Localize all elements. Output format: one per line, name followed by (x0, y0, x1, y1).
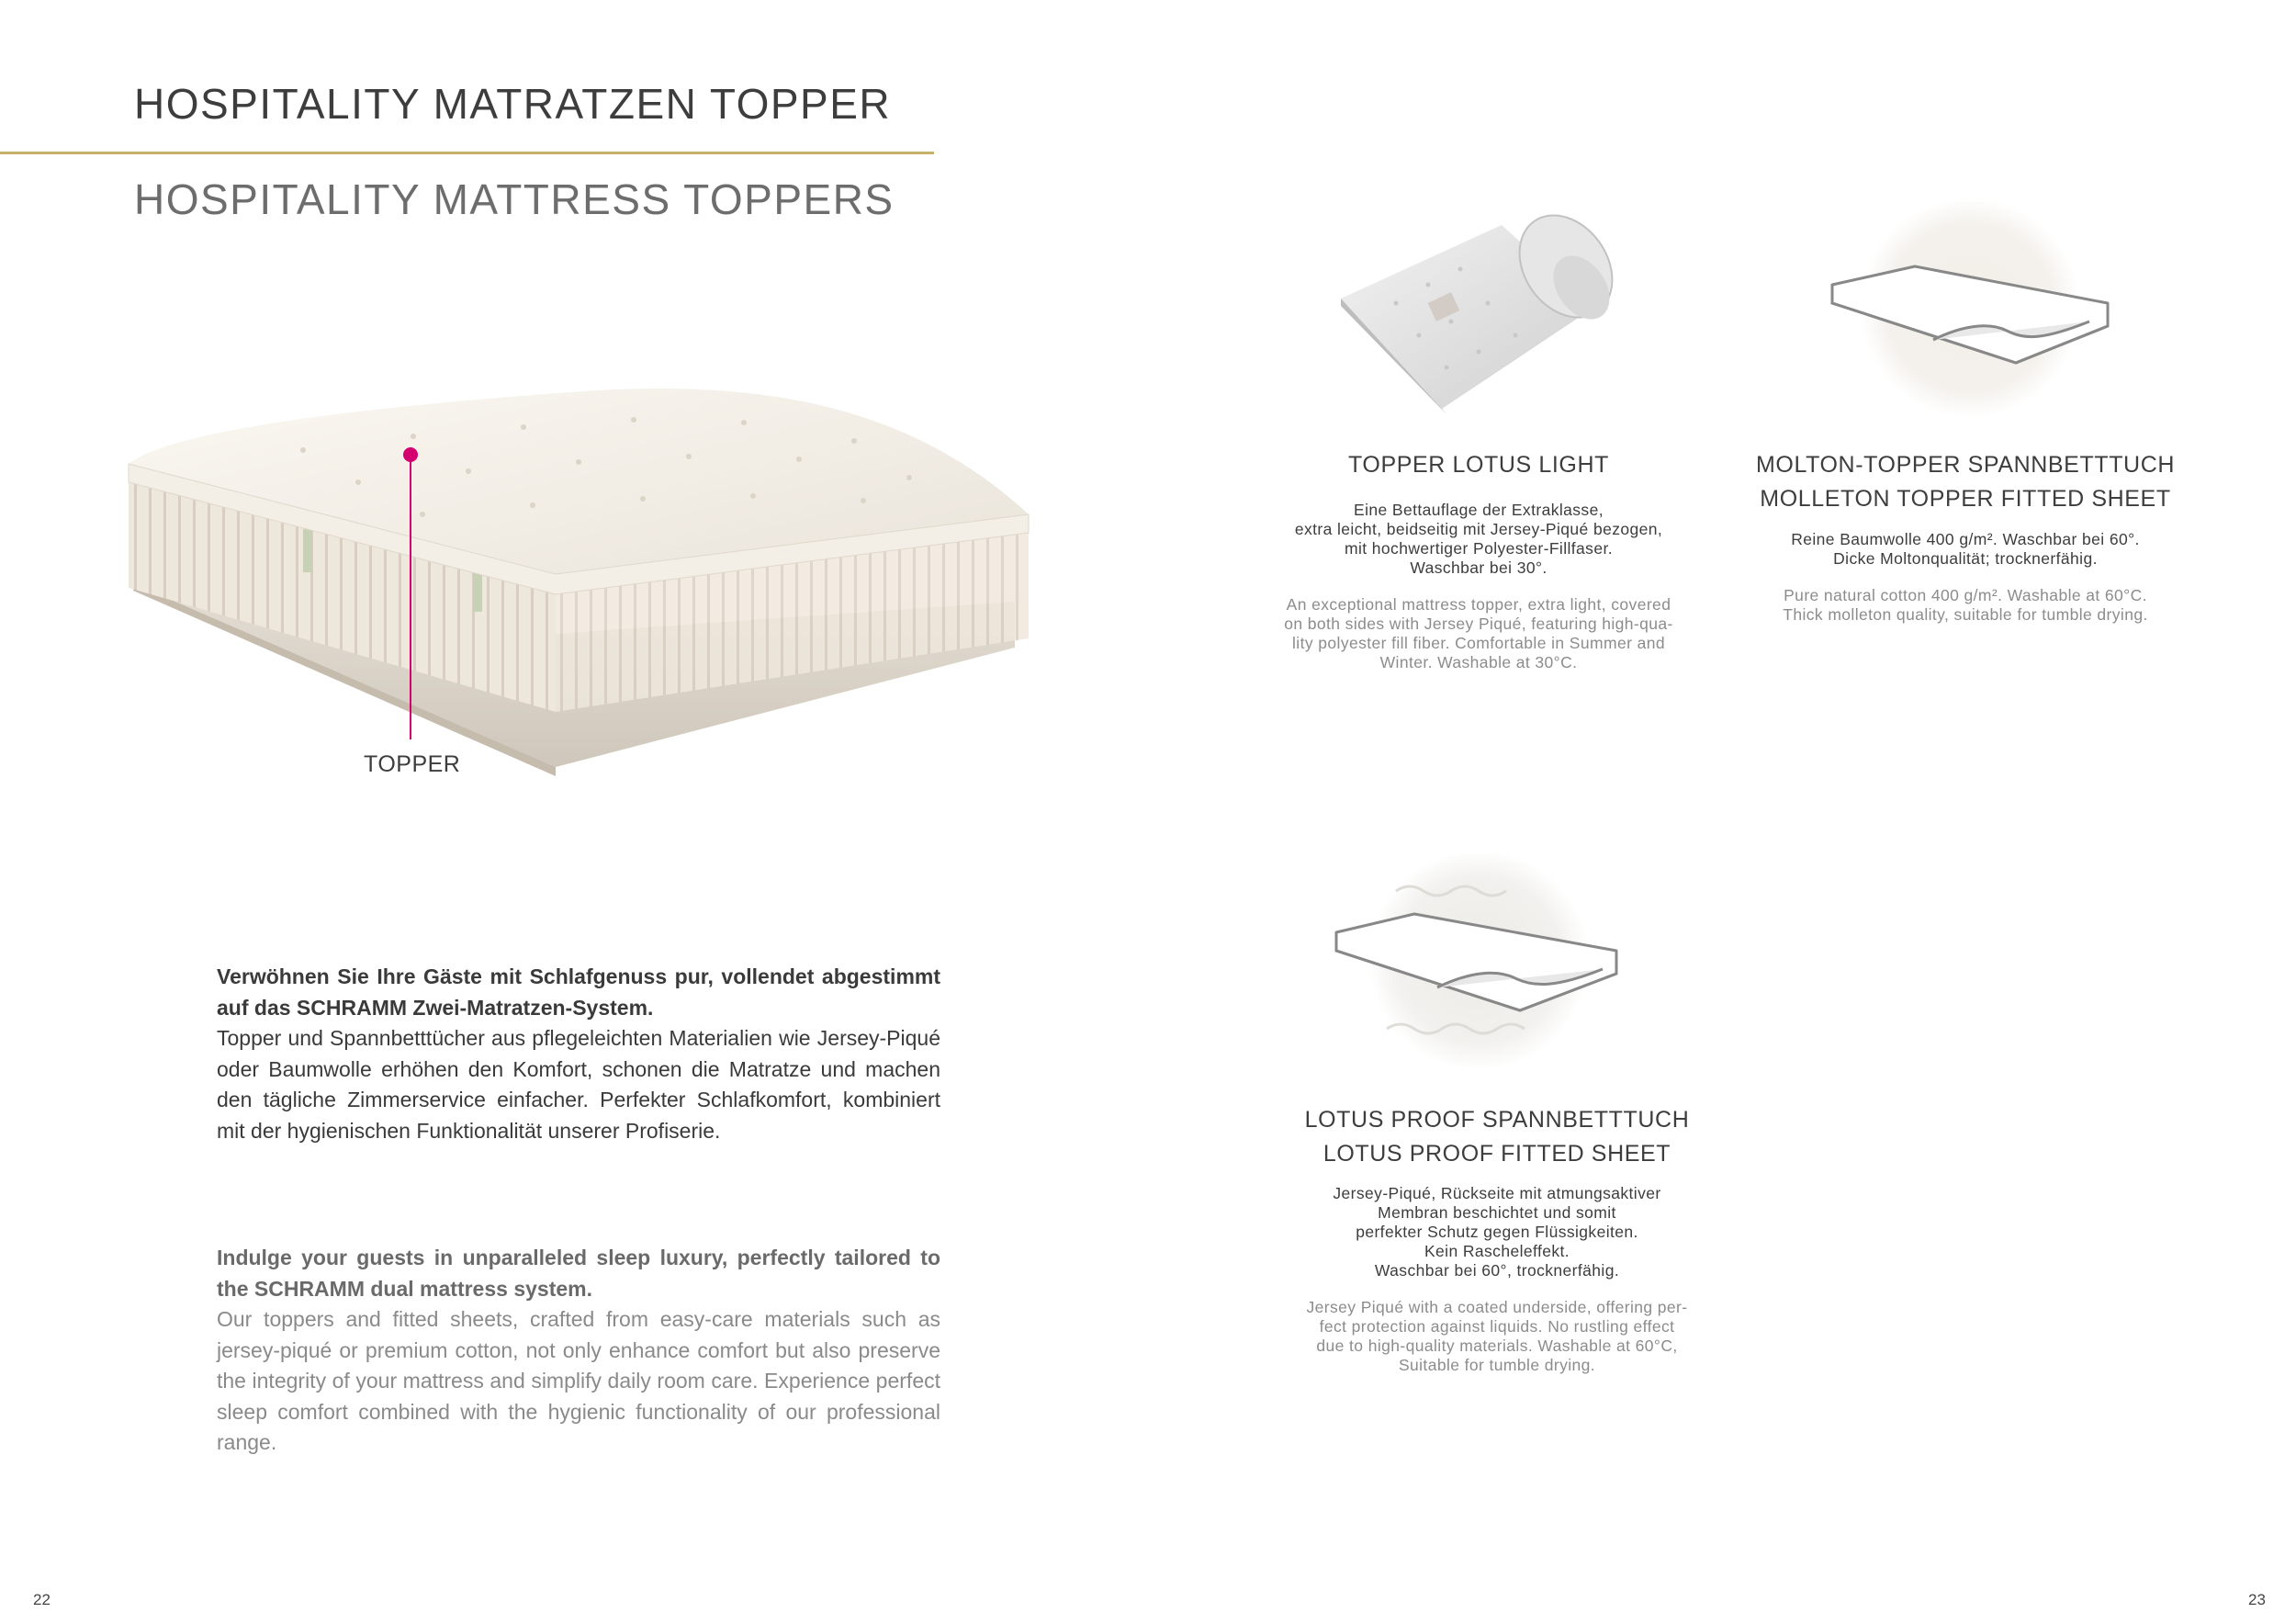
desc-line: An exceptional mattress topper, extra light, covered (1286, 595, 1671, 614)
desc-line: Eine Bettauflage der Extraklasse, (1354, 501, 1604, 519)
intro-english-lead: Indulge your guests in unparalleled sleep luxury, perfectly tailored to the SCHRAMM dual mattress system. (217, 1246, 940, 1301)
title-divider (0, 152, 934, 154)
desc-line: mit hochwertiger Polyester-Fillfaser. (1345, 539, 1613, 558)
product-description-german (1708, 530, 2223, 569)
desc-line: Pure natural cotton 400 g/m². Washable at 60°C. (1784, 586, 2147, 604)
intro-german-text: Topper und Spannbetttücher aus pflegeleichten Materialien wie Jersey-Piqué oder Baumwolle erhöhen den Komfort, schonen die Matratze und machen den tägliche Zimmerservice einfacher. Perfekter Schlafkomfort, kombiniert mit der hygienischen Funktionalität unserer Profiserie. (217, 1026, 940, 1143)
intro-english (217, 1243, 940, 1459)
product-lotus-proof (1212, 1103, 1782, 1375)
desc-line: Waschbar bei 30°. (1410, 558, 1548, 577)
product-title: TOPPER LOTUS LIGHT (1347, 452, 1609, 478)
product-description-english (1231, 595, 1727, 672)
product-description-german (1231, 501, 1727, 578)
product-subtitle: MOLLETON TOPPER FITTED SHEET (1760, 486, 2171, 512)
page-number-right: 23 (2248, 1591, 2266, 1608)
page-title-english: HOSPITALITY MATTRESS TOPPERS (134, 175, 895, 223)
desc-line: due to high-quality materials. Washable at 60°C, (1316, 1336, 1678, 1355)
intro-english-text: Our toppers and fitted sheets, crafted from easy-care materials such as jersey-piqué or premium cotton, not only enhance comfort but also preserve the integrity of your mattress and simplify daily room care. Experience perfect sleep comfort combined with the hygienic functionality of our professional range. (217, 1307, 940, 1454)
page-title-german: HOSPITALITY MATRATZEN TOPPER (134, 80, 892, 128)
page-number-left: 22 (33, 1591, 51, 1608)
desc-line: Jersey-Piqué, Rückseite mit atmungsaktiver (1333, 1184, 1661, 1202)
desc-line: perfekter Schutz gegen Flüssigkeiten. (1356, 1223, 1638, 1241)
desc-line: Thick molleton quality, suitable for tumble drying. (1783, 605, 2148, 624)
product-title: LOTUS PROOF SPANNBETTTUCH (1304, 1107, 1690, 1133)
desc-line: fect protection against liquids. No rustling effect (1319, 1317, 1675, 1336)
desc-line: Suitable for tumble drying. (1398, 1356, 1596, 1374)
desc-line: Reine Baumwolle 400 g/m². Waschbar bei 60°. (1791, 530, 2140, 548)
product-description-german (1212, 1184, 1782, 1280)
product-molton-topper (1708, 448, 2223, 625)
desc-line: Membran beschichtet und somit (1378, 1203, 1616, 1222)
product-topper-lotus-light (1231, 448, 1727, 672)
desc-line: lity polyester fill fiber. Comfortable in Summer and (1292, 634, 1665, 652)
intro-german (217, 962, 940, 1146)
desc-line: Dicke Moltonqualität; trocknerfähig. (1833, 549, 2098, 568)
product-subtitle: LOTUS PROOF FITTED SHEET (1322, 1141, 1671, 1167)
desc-line: Winter. Washable at 30°C. (1379, 653, 1578, 671)
lotus-proof-fitted-sheet-image (1322, 854, 1635, 1075)
desc-line: Kein Rascheleffekt. (1424, 1242, 1570, 1260)
desc-line: on both sides with Jersey Piqué, featuring high-qua- (1284, 615, 1673, 633)
product-description-english (1212, 1298, 1782, 1375)
mattress-topper-image (119, 372, 1056, 795)
desc-line: Jersey Piqué with a coated underside, offering per- (1306, 1298, 1688, 1316)
product-title: MOLTON-TOPPER SPANNBETTTUCH (1755, 452, 2176, 478)
product-description-english (1708, 586, 2223, 625)
topper-callout-label: TOPPER (364, 751, 461, 777)
molton-fitted-sheet-image (1814, 202, 2117, 423)
desc-line: Waschbar bei 60°, trocknerfähig. (1374, 1261, 1620, 1280)
desc-line: extra leicht, beidseitig mit Jersey-Piqué bezogen, (1294, 520, 1663, 538)
topper-lotus-light-image (1341, 188, 1644, 413)
intro-german-lead: Verwöhnen Sie Ihre Gäste mit Schlafgenuss pur, vollendet abgestimmt auf das SCHRAMM Zwei-Matratzen-System. (217, 964, 940, 1020)
